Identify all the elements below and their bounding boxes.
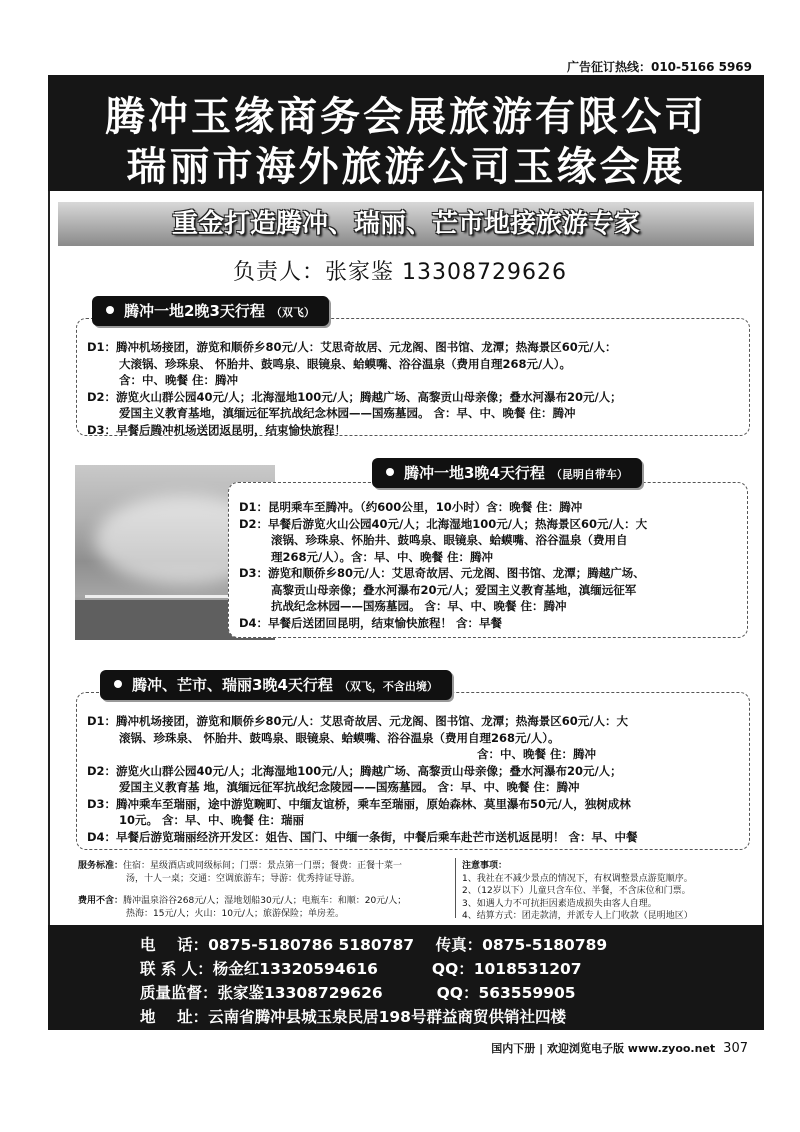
itinerary-line: D2：游览火山群公园40元/人；北海湿地100元/人；腾越广场、高黎贡山母亲像；叠水河瀑布20元/人； [87,763,622,778]
excluded-text: 腾冲温泉浴谷268元/人；湿地划船30元/人；电瓶车：和顺：20元/人； [123,896,407,906]
notes-divider [455,858,456,918]
itinerary-line: 10元。 含：早、中、晚餐 住：瑞丽 [119,813,305,827]
tour3-title: 腾冲、芒市、瑞丽3晚4天行程 [132,676,333,694]
tour1-subtitle: （双飞） [270,306,315,319]
excluded-label: 费用不含： [78,896,124,906]
page-footer [491,1040,748,1056]
itinerary-line: 高黎贡山母亲像；叠水河瀑布20元/人；爱国主义教育基地，滇缅远征军 [271,582,637,597]
manager-line: 负责人：张家鉴 13308729626 [233,260,567,285]
service-text: 住宿：星级酒店或同级标间；门票：景点第一门票；餐费：正餐十菜一 [123,861,403,871]
notes-item: 4、结算方式：团走款清，并派专人上门收款（昆明地区） [462,911,693,921]
itinerary-line: 大滚锅、珍珠泉、 怀胎井、鼓鸣泉、眼镜泉、蛤蟆嘴、浴谷温泉（费用自理268元/人）。 [119,356,571,371]
itinerary-line: 理268元/人）。含：早、中、晚餐 住：腾冲 [271,549,493,564]
company-name-1: 腾冲玉缘商务会展旅游有限公司 [105,94,707,140]
contact-person: 联 系 人：杨金红13320594616 QQ：1018531207 [140,960,582,978]
page-number: 307 [723,1041,748,1056]
itinerary-line: D3：早餐后腾冲机场送团返昆明，结束愉快旅程！ [87,422,347,437]
slogan-banner: 重金打造腾冲、瑞丽、芒市地接旅游专家 [58,202,754,246]
header-banner [48,75,764,191]
tour2-title: 腾冲一地3晚4天行程 [404,464,545,482]
itinerary-line: 含：中、晚餐 住：腾冲 [119,373,239,387]
itinerary-line: D2：游览火山群公园40元/人；北海湿地100元/人；腾越广场、高黎贡山母亲像；叠水河瀑布20元/人； [87,389,622,404]
contact-phone: 电 话：0875-5180786 5180787 传真：0875-5180789 [140,936,608,954]
itinerary-line: D2：早餐后游览火山公园40元/人；北海湿地100元/人；热海景区60元/人：大 [239,516,648,531]
notes-section [462,860,762,923]
tour1-itinerary [76,318,750,436]
notes-item: 1、我社在不减少景点的情况下，有权调整景点游览顺序。 [462,873,693,884]
itinerary-line: 爱国主义教育基 地，滇缅远征军抗战纪念陵园——国殇墓园。 含：早、中、晚餐 住：腾冲 [119,780,580,794]
contact-quality: 质量监督：张家鉴13308729626 QQ：563559905 [140,984,576,1002]
company-name-2: 瑞丽市海外旅游公司玉缘会展 [126,144,686,190]
itinerary-line: D3：游览和顺侨乡80元/人：艾思奇故居、元龙阁、图书馆、龙潭；腾越广场、 [239,566,645,580]
itinerary-line: D4：早餐后送团回昆明，结束愉快旅程！ 含：早餐 [239,615,503,630]
itinerary-line: D4：早餐后游览瑞丽经济开发区：姐告、国门、中缅一条街，中餐后乘车赴芒市送机返昆明！ 含：早、中餐 [87,829,638,844]
itinerary-line: 爱国主义教育基地，滇缅远征军抗战纪念林园——国殇墓园。 含：早、中、晚餐 住：腾冲 [119,406,576,420]
itinerary-line: 滚锅、珍珠泉、 怀胎井、鼓鸣泉、眼镜泉、蛤蟆嘴、浴谷温泉（费用自理268元/人）。 [119,730,560,745]
itinerary-line: 抗战纪念林园——国殇墓园。 含：早、中、晚餐 住：腾冲 [271,599,567,613]
service-standards [78,860,450,920]
itinerary-line: D1：腾冲机场接团，游览和顺侨乡80元/人：艾思奇故居、元龙阁、图书馆、龙潭；热海景区60元/人：大 [87,714,628,728]
footer-text: 国内下册 | 欢迎浏览电子版 www.zyoo.net [491,1042,716,1055]
notes-item: 3、如遇人力不可抗拒因素造成损失由客人自理。 [462,898,657,909]
itinerary-line: D3：腾冲乘车至瑞丽，途中游览畹町、中缅友谊桥，乘车至瑞丽，原始森林、莫里瀑布50元/人，独树成林 [87,796,631,811]
bullet-dot [114,680,122,688]
itinerary-line: D1：昆明乘车至腾冲。（约600公里，10小时）含：晚餐 住：腾冲 [239,500,583,514]
contact-address: 地 址：云南省腾冲县城玉泉民居198号群益商贸供销社四楼 [140,1008,566,1026]
tour2-subtitle: （昆明自带车） [550,468,628,481]
tour1-title: 腾冲一地2晚3天行程 [124,302,265,320]
itinerary-line: 滚锅、珍珠泉、怀胎井、鼓鸣泉、眼镜泉、蛤蟆嘴、浴谷温泉（费用自 [271,533,628,547]
ad-hotline: 广告征订热线：010-5166 5969 [566,60,752,74]
contact-panel [48,925,764,1030]
bullet-dot [106,306,114,314]
tour2-title-pill [372,458,642,488]
service-label: 服务标准： [78,861,124,871]
notes-item: 2、（12岁以下）儿童只含车位、半餐，不含床位和门票。 [462,886,691,896]
tour3-subtitle: （双飞，不含出境） [338,680,438,693]
tour3-itinerary [76,692,750,850]
tour3-title-pill [100,670,452,700]
tour1-title-pill [92,296,329,326]
service-text-cont: 汤，十人一桌；交通：空调旅游车；导游：优秀持证导游。 [126,873,361,884]
itinerary-line: 含：中、晚餐 住：腾冲 [477,747,597,761]
bullet-dot [386,468,394,476]
excluded-text-cont: 热海：15元/人；火山：10元/人；旅游保险；单房差。 [126,908,344,919]
notes-title: 注意事项： [462,861,508,871]
itinerary-line: D1：腾冲机场接团，游览和顺侨乡80元/人：艾思奇故居、元龙阁、图书馆、龙潭；热海景区60元/人： [87,340,617,354]
tour2-itinerary [228,482,748,638]
